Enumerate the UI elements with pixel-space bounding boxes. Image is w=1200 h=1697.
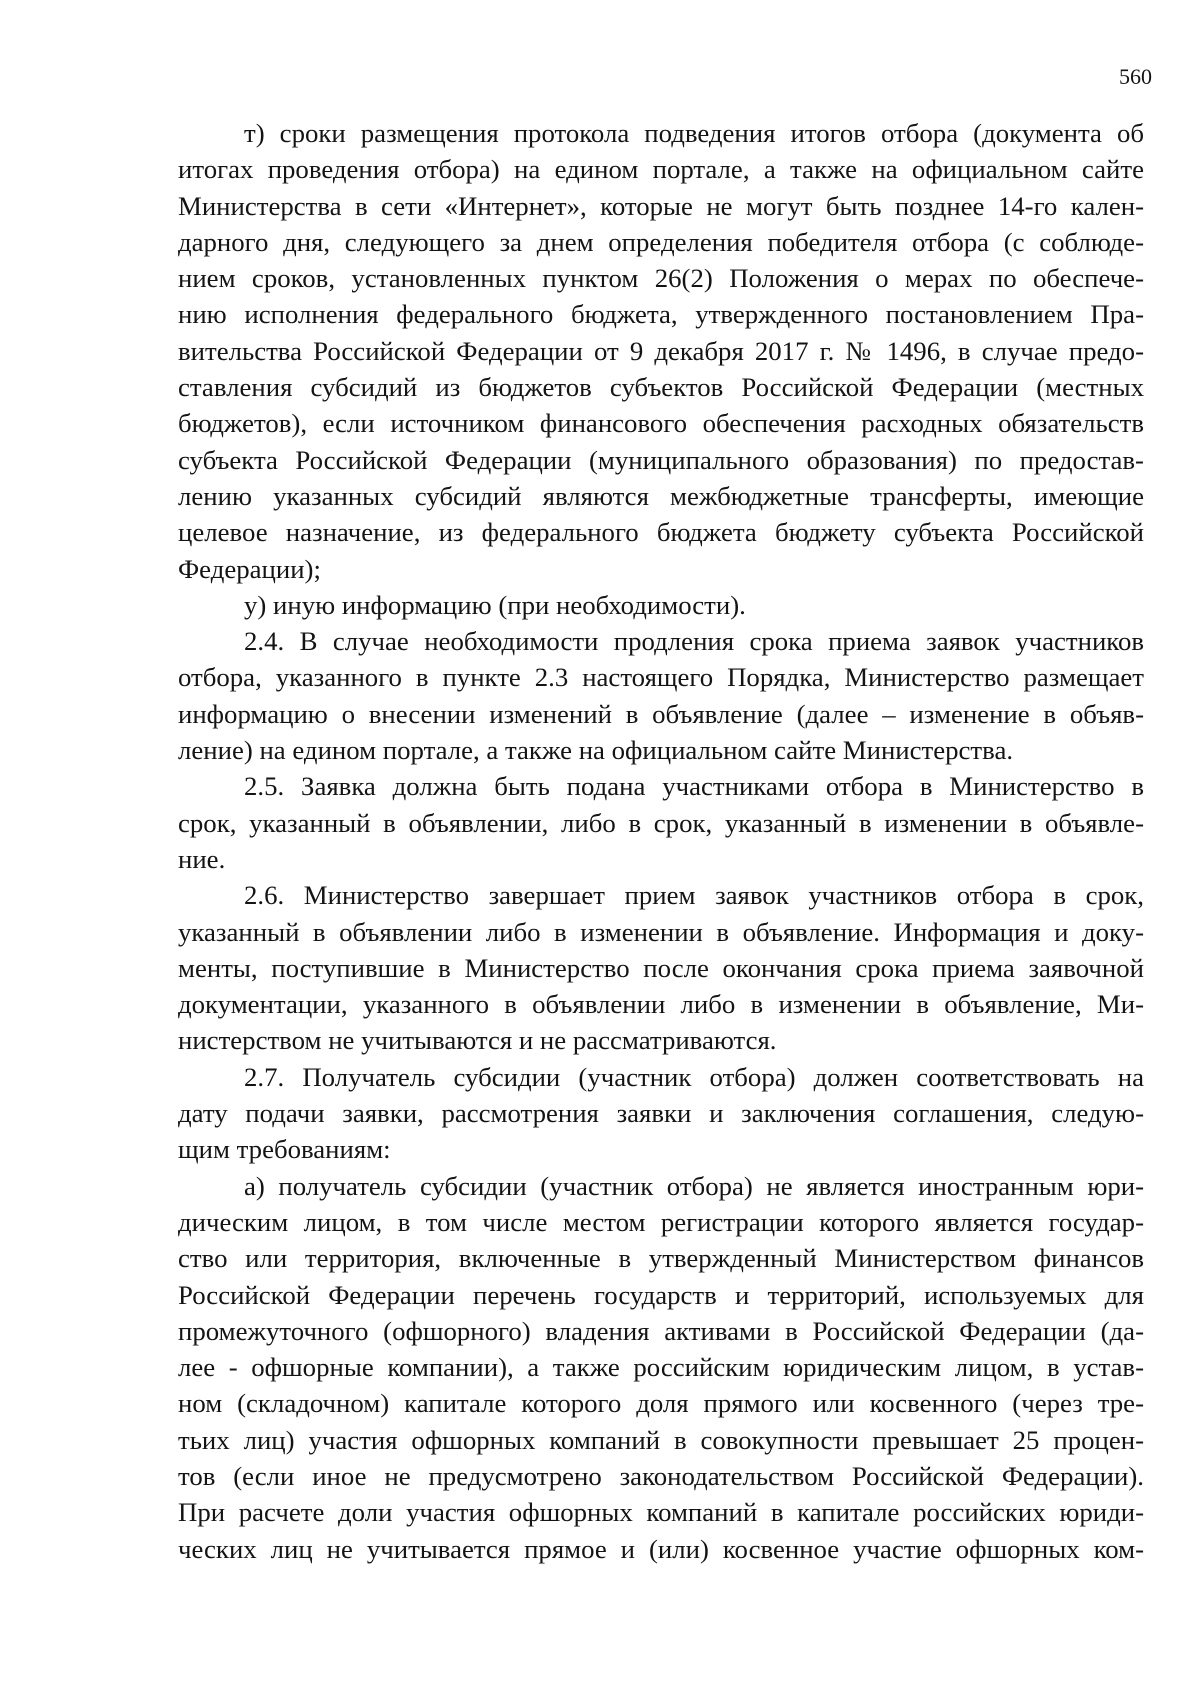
text-line: ставления субсидий из бюджетов субъектов Российской Федерации (местных <box>178 372 1144 403</box>
text-line: дату подачи заявки, рассмотрения заявки и заключения соглашения, следую- <box>178 1098 1144 1129</box>
text-line: нию исполнения федерального бюджета, утвержденного постановлением Пра- <box>178 299 1144 330</box>
text-line: срок, указанный в объявлении, либо в срок, указанный в изменении в объявле- <box>178 807 1144 838</box>
text-line: 2.6. Министерство завершает прием заявок участников отбора в срок, <box>244 880 1144 911</box>
text-line: промежуточного (офшорного) владения активами в Российской Федерации (да- <box>178 1315 1144 1346</box>
text-line: 2.7. Получатель субсидии (участник отбора) должен соответствовать на <box>244 1061 1144 1092</box>
text-line: у) иную информацию (при необходимости). <box>244 589 746 620</box>
text-line: ческих лиц не учитывается прямое и (или) косвенное участие офшорных ком- <box>178 1533 1144 1564</box>
text-line: ном (складочном) капитале которого доля прямого или косвенного (через тре- <box>178 1388 1144 1419</box>
text-line: тов (если иное не предусмотрено законодательством Российской Федерации). <box>178 1460 1144 1491</box>
text-line: информацию о внесении изменений в объявление (далее – изменение в объяв- <box>178 698 1144 729</box>
text-line: ство или территория, включенные в утвержденный Министерством финансов <box>178 1243 1144 1274</box>
text-line: т) сроки размещения протокола подведения итогов отбора (документа об <box>244 118 1144 148</box>
text-line: целевое назначение, из федерального бюджета бюджету субъекта Российской <box>178 517 1144 548</box>
text-line: При расчете доли участия офшорных компаний в капитале российских юриди- <box>178 1497 1144 1528</box>
text-line: 2.4. В случае необходимости продления срока приема заявок участников <box>244 626 1144 657</box>
text-line: бюджетов), если источником финансового обеспечения расходных обязательств <box>178 408 1144 439</box>
text-line: нием сроков, установленных пунктом 26(2) Положения о мерах по обеспече- <box>178 263 1144 294</box>
text-line: лению указанных субсидий являются межбюджетные трансферты, имеющие <box>178 480 1144 511</box>
text-line: субъекта Российской Федерации (муниципального образования) по предостав- <box>178 444 1144 475</box>
text-line: дическим лицом, в том числе местом регистрации которого является государ- <box>178 1206 1144 1237</box>
text-line: тьих лиц) участия офшорных компаний в совокупности превышает 25 процен- <box>178 1424 1144 1455</box>
text-line: отбора, указанного в пункте 2.3 настоящего Порядка, Министерство размещает <box>178 662 1144 693</box>
text-line: итогах проведения отбора) на едином портале, а также на официальном сайте <box>178 154 1144 185</box>
text-line: 2.5. Заявка должна быть подана участниками отбора в Министерство в <box>244 771 1144 802</box>
text-line: указанный в объявлении либо в изменении в объявление. Информация и доку- <box>178 916 1144 947</box>
text-line: Министерства в сети «Интернет», которые не могут быть позднее 14-го кален- <box>178 190 1144 221</box>
text-line: документации, указанного в объявлении либо в изменении в объявление, Ми- <box>178 989 1144 1020</box>
page-number: 560 <box>1119 64 1152 89</box>
text-line: Российской Федерации перечень государств и территорий, используемых для <box>178 1279 1144 1310</box>
text-line: вительства Российской Федерации от 9 декабря 2017 г. № 1496, в случае предо- <box>178 335 1144 366</box>
text-line: лее - офшорные компании), а также российским юридическим лицом, в устав- <box>178 1352 1144 1383</box>
text-line: Федерации); <box>178 553 321 584</box>
text-line: дарного дня, следующего за днем определения победителя отбора (с соблюде- <box>178 226 1144 257</box>
text-line: менты, поступившие в Министерство после окончания срока приема заявочной <box>178 952 1144 983</box>
text-line: ление) на едином портале, а также на официальном сайте Министерства. <box>178 735 1014 766</box>
body-text <box>178 115 1144 1567</box>
text-line: ние. <box>178 843 226 874</box>
text-line: щим требованиям: <box>178 1134 391 1165</box>
text-line: а) получатель субсидии (участник отбора) не является иностранным юри- <box>244 1170 1144 1201</box>
text-line: нистерством не учитываются и не рассматриваются. <box>178 1025 777 1056</box>
